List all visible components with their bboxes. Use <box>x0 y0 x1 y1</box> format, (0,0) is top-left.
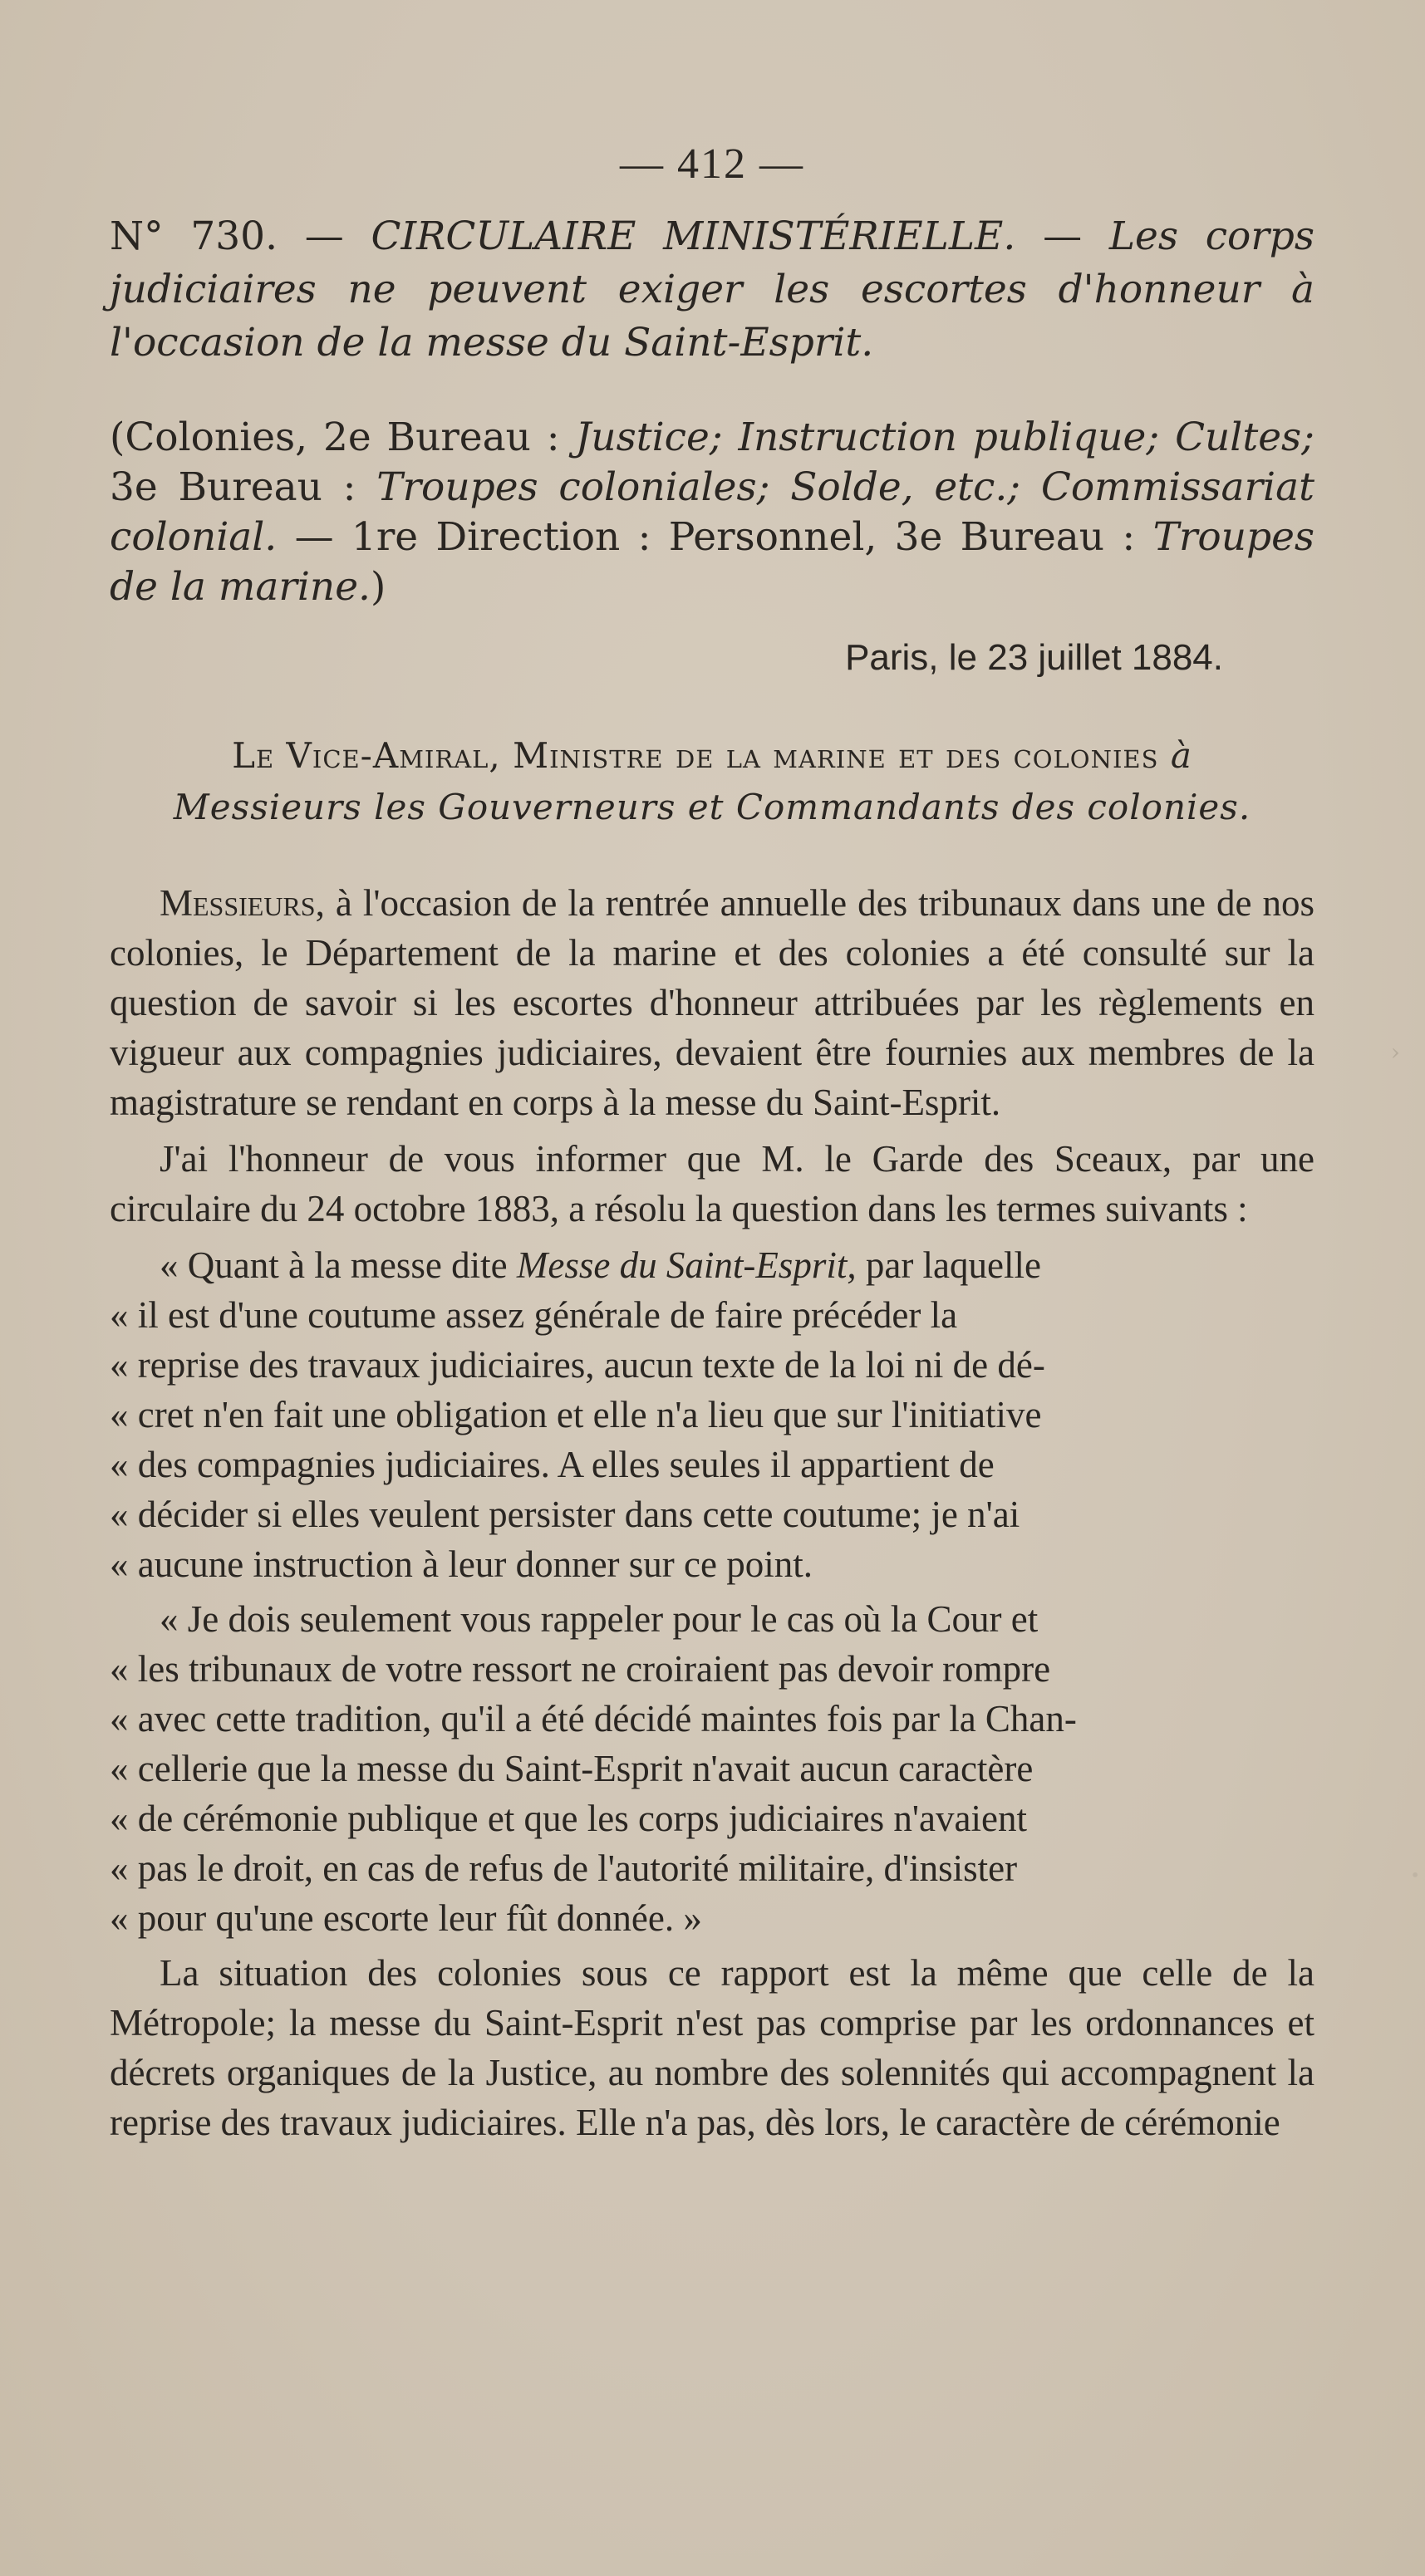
quote-line: « aucune instruction à leur donner sur ce point. <box>110 1543 813 1585</box>
salutation: Messieurs, <box>160 882 325 924</box>
circular-heading <box>110 210 1314 370</box>
date-line: Paris, le 23 juillet 1884. <box>845 637 1223 678</box>
bureau-3-label: 3e Bureau : <box>110 464 356 510</box>
page-content <box>110 125 1314 2154</box>
quote-line: « des compagnies judiciaires. A elles seules il appartient de <box>110 1444 995 1485</box>
paragraph-2: J'ai l'honneur de vous informer que M. le Garde des Sceaux, par une circulaire du 24 octobre 1883, a résolu la question dans les termes suivants : <box>110 1138 1314 1229</box>
circular-number: N° 730. — <box>110 213 344 259</box>
quote-line: « il est d'une coutume assez générale de faire précéder la <box>110 1294 958 1336</box>
quotation-1 <box>110 1240 1314 1589</box>
quote-line: « Quant à la messe dite Messe du Saint-Esprit, par laquelle <box>160 1244 1041 1286</box>
quote-line: « cret n'en fait une obligation et elle n'a lieu que sur l'initiative <box>110 1394 1042 1435</box>
sender: Le Vice-Amiral, Ministre de la marine et des colonies <box>232 735 1159 776</box>
direction-label: — 1re Direction : Personnel, 3e Bureau : <box>294 514 1136 560</box>
bureau-2-subjects: Justice; Instruction publique; Cultes; <box>575 415 1314 460</box>
quote-line: « les tribunaux de votre ressort ne croiraient pas devoir rompre <box>110 1648 1051 1690</box>
paragraph-1-text: à l'occasion de la rentrée annuelle des tribunaux dans une de nos colonies, le Département de la marine et des colonies a été consulté sur la question de savoir si les escortes d'honneur attribuées par les règlements en vigueur aux compagnies judiciaires, devaient être fournies aux membres de la magistrature se rendant en corps à la messe du Saint-Esprit. <box>110 882 1314 1123</box>
circular-title: CIRCULAIRE MINISTÉRIELLE. <box>371 213 1016 259</box>
margin-mark: › <box>1390 1038 1400 1066</box>
direction-subject: Troupes de la marine. <box>110 514 1314 610</box>
recipients: Messieurs les Gouverneurs et Commandants des colonies. <box>173 787 1251 827</box>
quote-line: « Je dois seulement vous rappeler pour le cas où la Cour et <box>160 1598 1039 1640</box>
quote-line: « reprise des travaux judiciaires, aucun texte de la loi ni de dé- <box>110 1344 1045 1386</box>
bureau-3-subjects: Troupes coloniales; Solde, etc.; Commissariat colonial. <box>110 464 1314 560</box>
paragraph-3: La situation des colonies sous ce rapport est la même que celle de la Métropole; la messe du Saint-Esprit n'est pas comprise par les ordonnances et décrets organiques de la Justice, au nombre des solennités qui accompagnent la reprise des travaux judiciaires. Elle n'a pas, dès lors, le caractère de cérémonie <box>110 1952 1314 2143</box>
quote-line: « avec cette tradition, qu'il a été décidé maintes fois par la Chan- <box>110 1698 1077 1739</box>
margin-dot: • <box>1410 1865 1420 1885</box>
paragraph-1 <box>110 878 1314 1127</box>
circular-summary: Les corps judiciaires ne peuvent exiger les escortes d'honneur à l'occasion de la messe du Saint-Esprit. <box>110 213 1314 366</box>
quotation-2 <box>110 1594 1314 1943</box>
bureau-open: (Colonies, 2e Bureau : <box>110 415 560 460</box>
quote-line: « de cérémonie publique et que les corps judiciaires n'avaient <box>110 1798 1027 1839</box>
quote-line: « pour qu'une escorte leur fût donnée. » <box>110 1897 702 1939</box>
bureau-references <box>110 413 1314 612</box>
address-block <box>110 730 1314 833</box>
quote-line: « décider si elles veulent persister dans cette coutume; je n'ai <box>110 1494 1020 1535</box>
quote-line: « pas le droit, en cas de refus de l'autorité militaire, d'insister <box>110 1847 1018 1889</box>
to-word: à <box>1170 735 1192 776</box>
bureau-close: ) <box>370 564 386 610</box>
letter-body <box>110 878 1314 2147</box>
heading-dash: — <box>1043 213 1083 259</box>
quote-line: « cellerie que la messe du Saint-Esprit n'avait aucun caractère <box>110 1748 1034 1789</box>
page-number: — 412 — <box>620 140 804 188</box>
